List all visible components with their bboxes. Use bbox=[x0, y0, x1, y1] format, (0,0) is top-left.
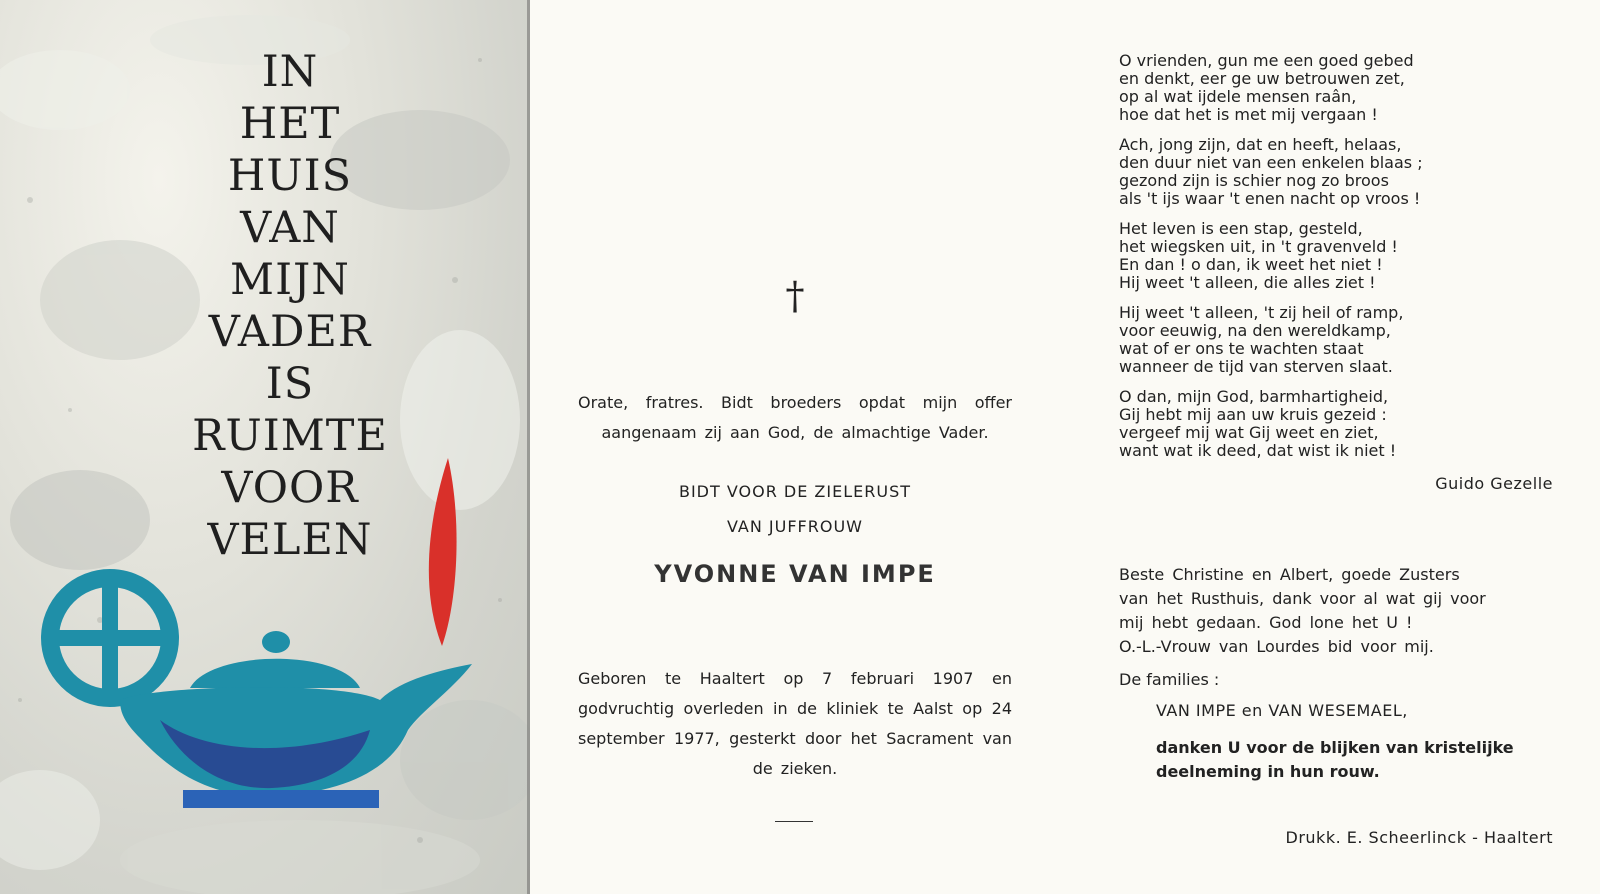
poem-verse: en denkt, eer ge uw betrouwen zet, bbox=[1119, 69, 1405, 88]
prayer-text: Orate, fratres. Bidt broeders opdat mijn offer aangenaam zij aan God, de almachtige Vader. bbox=[578, 393, 1012, 442]
families-label: De families : bbox=[1119, 670, 1220, 689]
poem bbox=[1119, 52, 1553, 472]
families-names: VAN IMPE en VAN WESEMAEL, bbox=[1156, 701, 1408, 720]
poem-verse: want wat ik deed, dat wist ik niet ! bbox=[1119, 441, 1397, 460]
oil-lamp-illustration bbox=[40, 450, 500, 830]
deceased-name: YVONNE VAN IMPE bbox=[654, 560, 936, 588]
cover-panel bbox=[0, 0, 530, 894]
lamp-wheel-icon bbox=[50, 578, 170, 698]
cover-title-line: IS bbox=[265, 359, 315, 409]
cover-title-line: VELEN bbox=[207, 515, 373, 565]
thanks-line: mij hebt gedaan. God lone het U ! bbox=[1119, 613, 1413, 632]
panel-divider bbox=[527, 0, 530, 894]
poem-stanza bbox=[1119, 388, 1553, 460]
cover-title-line: MIJN bbox=[230, 255, 350, 305]
poem-stanza bbox=[1119, 136, 1553, 208]
divider-dash bbox=[775, 821, 813, 822]
cover-title-line: IN bbox=[261, 47, 319, 97]
flame-icon bbox=[429, 458, 457, 646]
poem-verse: Gij hebt mij aan uw kruis gezeid : bbox=[1119, 405, 1387, 424]
cover-title-line: VOOR bbox=[221, 463, 359, 513]
poem-verse: wat of er ons te wachten staat bbox=[1119, 339, 1364, 358]
poem-stanza bbox=[1119, 304, 1553, 376]
cover-title-line: RUIMTE bbox=[192, 411, 388, 461]
poem-verse: O vrienden, gun me een goed gebed bbox=[1119, 51, 1414, 70]
personal-thanks bbox=[1119, 563, 1553, 659]
poem-verse: het wiegsken uit, in 't gravenveld ! bbox=[1119, 237, 1398, 256]
cover-title-line: HET bbox=[239, 99, 341, 149]
poem-verse: voor eeuwig, na den wereldkamp, bbox=[1119, 321, 1391, 340]
poem-stanza bbox=[1119, 220, 1553, 292]
families-thanks-line: deelneming in hun rouw. bbox=[1156, 762, 1380, 781]
poem-verse: Ach, jong zijn, dat en heeft, helaas, bbox=[1119, 135, 1402, 154]
cover-title-line: HUIS bbox=[227, 151, 353, 201]
poem-verse: wanneer de tijd van sterven slaat. bbox=[1119, 357, 1393, 376]
cross-icon: † bbox=[785, 274, 805, 318]
poem-verse: Hij weet 't alleen, 't zij heil of ramp, bbox=[1119, 303, 1404, 322]
poem-verse: den duur niet van een enkelen blaas ; bbox=[1119, 153, 1423, 172]
poem-stanza bbox=[1119, 52, 1553, 124]
prayer-request-line: BIDT VOOR DE ZIELERUST bbox=[678, 482, 911, 501]
poem-verse: op al wat ijdele mensen raân, bbox=[1119, 87, 1357, 106]
poem-verse: En dan ! o dan, ik weet het niet ! bbox=[1119, 255, 1383, 274]
cover-title-line: VAN bbox=[240, 203, 340, 253]
poem-verse: hoe dat het is met mij vergaan ! bbox=[1119, 105, 1378, 124]
thanks-line: O.-L.-Vrouw van Lourdes bid voor mij. bbox=[1119, 637, 1434, 656]
poem-author: Guido Gezelle bbox=[1435, 474, 1553, 493]
poem-verse: Het leven is een stap, gesteld, bbox=[1119, 219, 1363, 238]
cover-title-line: VADER bbox=[208, 307, 372, 357]
biography-text: Geboren te Haaltert op 7 februari 1907 en godvruchtig overleden in de kliniek te Aalst op 24 september 1977, gesterkt door het Sacrament van de zieken. bbox=[578, 669, 1012, 778]
thanks-line: van het Rusthuis, dank voor al wat gij voor bbox=[1119, 589, 1486, 608]
prayer-request-line: VAN JUFFROUW bbox=[727, 517, 863, 536]
families-thanks bbox=[1156, 736, 1553, 784]
poem-verse: gezond zijn is schier nog zo broos bbox=[1119, 171, 1389, 190]
poem-verse: vergeef mij wat Gij weet en ziet, bbox=[1119, 423, 1379, 442]
poem-verse: Hij weet 't alleen, die alles ziet ! bbox=[1119, 273, 1376, 292]
thanks-line: Beste Christine en Albert, goede Zusters bbox=[1119, 565, 1460, 584]
poem-verse: O dan, mijn God, barmhartigheid, bbox=[1119, 387, 1389, 406]
prayer-request bbox=[578, 474, 1012, 544]
printer-credit: Drukk. E. Scheerlinck - Haaltert bbox=[1285, 828, 1553, 847]
poem-verse: als 't ijs waar 't enen nacht op vroos ! bbox=[1119, 189, 1421, 208]
families-thanks-line: danken U voor de blijken van kristelijke bbox=[1156, 738, 1514, 757]
